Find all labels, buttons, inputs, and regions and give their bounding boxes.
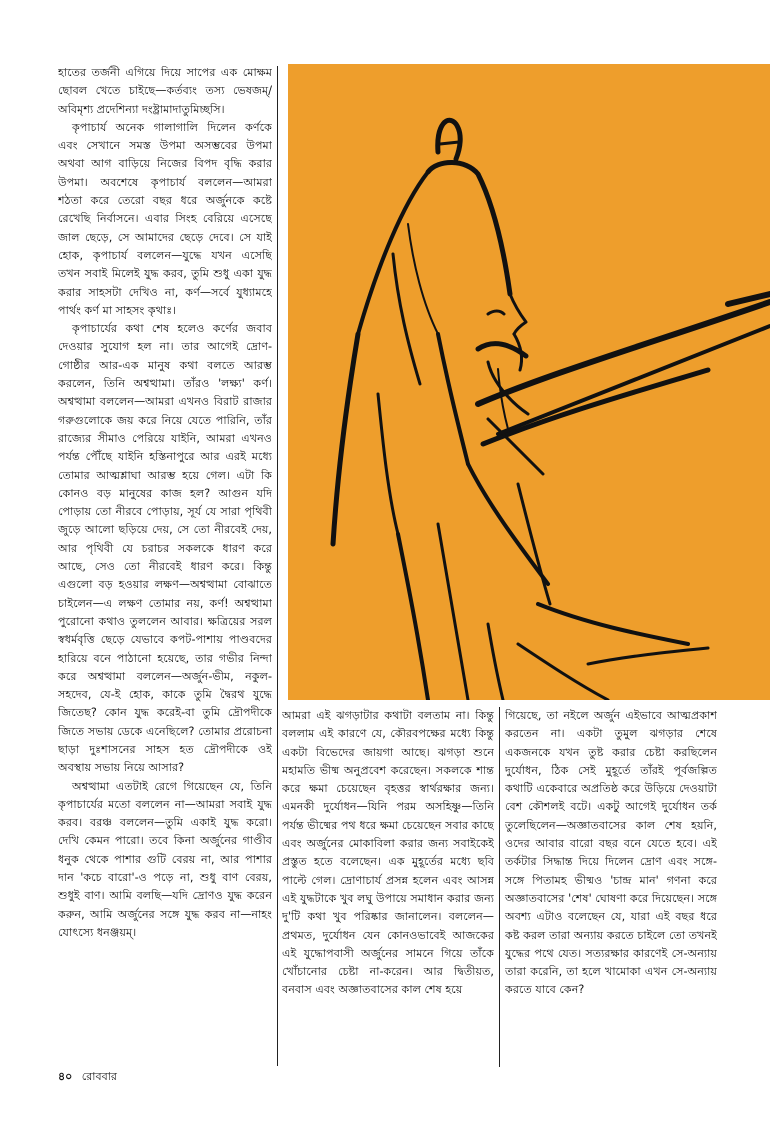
paragraph: অশ্বত্থামা এতটাই রেগে গিয়েছেন যে, তিনি কৃপাচার্যের মতো বললেন না—আমরা সবাই যুদ্ধ করব। বরঞ্চ বললেন—তুমি একাই যুদ্ধ করো। দেখি কেমন পারো। তবে কিনা অর্জুনের গাণ্ডীব ধনুক থেকে পাশার গুটি বেরয় না, আর পাশার দান 'কচে বারো'-ও পড়ে না, শুধু বাণ বেরয়, শুধুই বাণ। আমি বলছি—যদি দ্রোণও যুদ্ধ করেন করুন, আমি অর্জুনের সঙ্গে যুদ্ধ করব না—নাহং যোৎস্যে ধনঞ্জয়ম্।	[58, 779, 272, 939]
article-column-1	[58, 64, 272, 1054]
column-divider	[499, 707, 500, 1067]
page-footer	[58, 1068, 117, 1087]
paragraph: কৃপাচার্য অনেক গালাগালি দিলেন কর্ণকে এবং সেখানে সমস্ত উপমা অসম্ভবের উপমা অথবা আগ বাড়িয়ে নিজের বিপদ বৃদ্ধি করার উপমা। অবশেষে কৃপাচার্য বললেন—আমরা শঠতা করে তেরো বছর ধরে অর্জুনকে কষ্টে রেখেছি নির্বাসনে। এবার সিংহ বেরিয়ে এসেছে জাল ছেড়ে, সে আমাদের ছেড়ে দেবে। সে যাই হোক, কৃপাচার্য বললেন—যুদ্ধে যখন এসেছি তখন সবাই মিলেই যুদ্ধ করব, তুমি শুধু একা যুদ্ধ করার সাহসটা দেখিও না, কর্ণ—সর্বে যুধ্যামহে পার্থং কর্ণ মা সাহসং কৃথাঃ।	[58, 120, 272, 317]
illustration-warrior-pointing	[288, 64, 770, 700]
column-divider	[277, 66, 278, 1066]
article-column-2	[282, 707, 494, 1067]
magazine-name: রোববার	[81, 1070, 117, 1083]
page-number: ৪০	[58, 1070, 73, 1083]
paragraph: গিয়েছে, তা নইলে অর্জুন এইভাবে আত্মপ্রকাশ করতেন না। একটা তুমুল ঝগড়ার শেষে একজনকে যখন তুষ্ট করার চেষ্টা করছিলেন দুর্যোধন, ঠিক সেই মুহূর্তে তাঁরই পূর্বজল্পিত কথাটি একেবারে অপ্রতিষ্ঠ করে উড়িয়ে দেওয়াটা বেশ কৌশলই বটে। একটু আগেই দুর্যোধন তর্ক তুলেছিলেন—অজ্ঞাতবাসের কাল শেষ হয়নি, ওদের আবার বারো বছর বনে যেতে হবে। এই তর্কটার সিদ্ধান্ত দিয়ে দিলেন দ্রোণ এবং সঙ্গে-সঙ্গে পিতামহ ভীষ্মও 'চান্দ্র মান' গণনা করে অজ্ঞাতবাসের 'শেষ' ঘোষণা করে দিয়েছেন। সঙ্গে অবশ্য এটাও বলেছেন যে, যারা এই বছর ধরে কষ্ট করল তারা অন্যায় করতে চাইলে তো তখনই যুদ্ধের পথে যেত। সত্যরক্ষার কারণেই সে-অন্যায় তারা করেনি, তা হলে খামোকা এখন সে-অন্যায় করতে যাবে কেন?	[505, 709, 717, 997]
warrior-sketch-image	[288, 64, 770, 700]
paragraph: আমরা এই ঝগড়াটার কথাটা বলতাম না। কিন্তু বললাম এই কারণে যে, কৌরবপক্ষের মধ্যে কিন্তু একটা বিভেদের জায়গা আছে। ঝগড়া শুনে মহামতি ভীষ্ম অনুপ্রবেশ করেছেন। সকলকে শান্ত করে ক্ষমা চেয়েছেন বৃহত্তর স্বার্থরক্ষার জন্য। এমনকী দুর্যোধন—যিনি পরম অসহিষ্ণু—তিনি পর্যন্ত ভীষ্মের পথ ধরে ক্ষমা চেয়েছেন সবার কাছে এবং অর্জুনের মোকাবিলা করার জন্য সবাইকেই প্রস্তুত হতে বলেছেন। এক মুহূর্তের মধ্যে ছবি পাল্টে গেল। দ্রোণাচার্য প্রসন্ন হলেন এবং আসন্ন এই যুদ্ধটাকে খুব লঘু উপায়ে সমাধান করার জন্য দু'টি কথা খুব পরিষ্কার জানালেন। বললেন—প্রথমত, দুর্যোধন যেন কোনওভাবেই আজকের এই যুদ্ধোপবাসী অর্জুনের সামনে গিয়ে তাঁকে খোঁচানোর চেষ্টা না-করেন। আর দ্বিতীয়ত, বনবাস এবং অজ্ঞাতবাসের কাল শেষ হয়ে	[282, 709, 494, 997]
paragraph: কৃপাচার্যের কথা শেষ হলেও কর্ণের জবাব দেওয়ার সুযোগ হল না। তার আগেই দ্রোণ-গোষ্ঠীর আর-এক মানুষ কথা বলতে আরম্ভ করলেন, তিনি অশ্বত্থামা। তাঁরও 'লক্ষ্য' কর্ণ। অশ্বত্থামা বললেন—আমরা এখনও বিরাট রাজার গরুগুলোকে জয় করে নিয়ে যেতে পারিনি, তাঁর রাজ্যের সীমাও পেরিয়ে যাইনি, আমরা এখনও পর্যন্ত পৌঁছে যাইনি হস্তিনাপুরে আর এরই মধ্যে তোমার আত্মশ্লাঘা আরম্ভ হয়ে গেল। এটা কি কোনও বড় মানুষের কাজ হল? আগুন যদি পোড়ায় তো নীরবে পোড়ায়, সূর্য যে সারা পৃথিবী জুড়ে আলো ছড়িয়ে দেয়, সে তো নীরবেই দেয়, আর পৃথিবী যে চরাচর সকলকে ধারণ করে আছে, সেও তো নীরবেই ধারণ করে। কিন্তু এগুলো বড় হওয়ার লক্ষণ—অশ্বত্থামা বোঝাতে চাইলেন—এ লক্ষণ তোমার নয়, কর্ণ! অশ্বত্থামা পুরোনো কথাও তুললেন আবার। ক্ষত্রিয়ের সরল স্বধর্মবৃত্তি ছেড়ে যেভাবে কপট-পাশায় পাণ্ডবদের হারিয়ে বনে পাঠানো হয়েছে, তার গভীর নিন্দা করে অশ্বত্থামা বললেন—অর্জুন-ভীম, নকুল-সহদেব, যে-ই হোক, কাকে তুমি দ্বৈরথ যুদ্ধে জিতেছ? কোন যুদ্ধ করেই-বা তুমি দ্রৌপদীকে জিতে সভায় ডেকে এনেছিলে? তোমার প্ররোচনা ছাড়া দুঃশাসনের সাহস হত দ্রৌপদীকে ওই অবস্থায় সভায় নিয়ে আসার?	[58, 322, 272, 775]
paragraph: হাতের তর্জনী এগিয়ে দিয়ে সাপের এক মোক্ষম ছোবল খেতে চাইছে—কর্তব্যং তস্য ভেষজম্/অবিমৃশ্য প্রদেশিন্যা দংষ্ট্রামাদাতুমিচ্ছসি।	[58, 66, 272, 116]
article-column-3	[505, 707, 717, 1067]
